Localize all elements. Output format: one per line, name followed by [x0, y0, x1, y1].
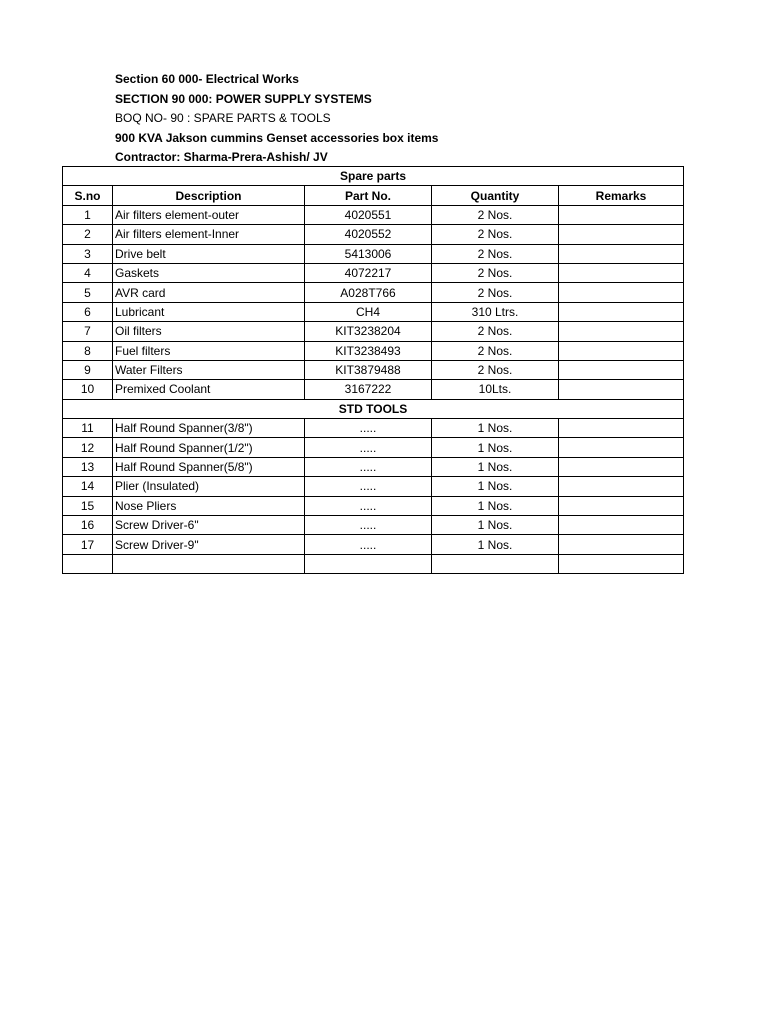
section-title: Section 60 000- Electrical Works	[115, 72, 299, 86]
cell-part-no: .....	[305, 516, 432, 535]
cell-description: Oil filters	[113, 322, 305, 341]
column-header-row	[63, 186, 684, 205]
cell-quantity: 1 Nos.	[432, 477, 559, 496]
cell-description: Water Filters	[113, 360, 305, 379]
cell-quantity: 1 Nos.	[432, 419, 559, 438]
document-header	[115, 70, 675, 168]
boq-title: BOQ NO- 90 : SPARE PARTS & TOOLS	[115, 111, 331, 125]
contractor-line: Contractor: Sharma-Prera-Ashish/ JV	[115, 150, 328, 164]
cell-sno: 8	[63, 341, 113, 360]
cell-remarks	[559, 322, 684, 341]
cell-description: AVR card	[113, 283, 305, 302]
table-row	[63, 205, 684, 224]
table-row	[63, 477, 684, 496]
cell-remarks	[559, 516, 684, 535]
cell-description: Air filters element-Inner	[113, 225, 305, 244]
table-row	[63, 341, 684, 360]
cell-remarks	[559, 283, 684, 302]
subsection-title: SECTION 90 000: POWER SUPPLY SYSTEMS	[115, 91, 372, 106]
cell-quantity: 310 Ltrs.	[432, 302, 559, 321]
cell-quantity: 2 Nos.	[432, 341, 559, 360]
cell-description: Fuel filters	[113, 341, 305, 360]
cell-remarks	[559, 244, 684, 263]
cell-sno: 15	[63, 496, 113, 515]
table-row	[63, 419, 684, 438]
spare-parts-table	[62, 166, 684, 574]
cell-part-no: KIT3879488	[305, 360, 432, 379]
genset-title: 900 KVA Jakson cummins Genset accessories box items	[115, 130, 439, 145]
cell-part-no: .....	[305, 438, 432, 457]
cell-sno: 14	[63, 477, 113, 496]
cell-description: Air filters element-outer	[113, 205, 305, 224]
cell-sno: 1	[63, 205, 113, 224]
cell-sno: 3	[63, 244, 113, 263]
cell-sno: 16	[63, 516, 113, 535]
cell-quantity: 2 Nos.	[432, 205, 559, 224]
cell-remarks	[559, 380, 684, 399]
cell-quantity: 10Lts.	[432, 380, 559, 399]
cell-sno: 7	[63, 322, 113, 341]
empty-cell	[305, 554, 432, 573]
table-row	[63, 360, 684, 379]
spare-parts-title-row	[63, 167, 684, 186]
cell-part-no: 4020551	[305, 205, 432, 224]
cell-sno: 11	[63, 419, 113, 438]
empty-table-row	[63, 554, 684, 573]
cell-description: Half Round Spanner(1/2")	[113, 438, 305, 457]
cell-part-no: CH4	[305, 302, 432, 321]
table-row	[63, 302, 684, 321]
cell-sno: 6	[63, 302, 113, 321]
cell-description: Half Round Spanner(5/8")	[113, 457, 305, 476]
cell-quantity: 2 Nos.	[432, 244, 559, 263]
cell-remarks	[559, 225, 684, 244]
cell-sno: 4	[63, 263, 113, 282]
table-row	[63, 283, 684, 302]
cell-quantity: 1 Nos.	[432, 457, 559, 476]
cell-remarks	[559, 302, 684, 321]
cell-sno: 13	[63, 457, 113, 476]
table-row	[63, 438, 684, 457]
cell-sno: 17	[63, 535, 113, 554]
cell-quantity: 2 Nos.	[432, 263, 559, 282]
cell-quantity: 2 Nos.	[432, 283, 559, 302]
std-tools-title-row	[63, 399, 684, 418]
cell-remarks	[559, 477, 684, 496]
cell-description: Nose Pliers	[113, 496, 305, 515]
cell-description: Screw Driver-6"	[113, 516, 305, 535]
cell-part-no: .....	[305, 535, 432, 554]
cell-remarks	[559, 535, 684, 554]
cell-description: Premixed Coolant	[113, 380, 305, 399]
cell-part-no: A028T766	[305, 283, 432, 302]
cell-part-no: .....	[305, 419, 432, 438]
cell-quantity: 1 Nos.	[432, 535, 559, 554]
cell-sno: 10	[63, 380, 113, 399]
col-header-remarks: Remarks	[559, 186, 684, 205]
col-header-part-no: Part No.	[305, 186, 432, 205]
col-header-quantity: Quantity	[432, 186, 559, 205]
cell-description: Drive belt	[113, 244, 305, 263]
table-row	[63, 244, 684, 263]
cell-description: Lubricant	[113, 302, 305, 321]
cell-quantity: 2 Nos.	[432, 225, 559, 244]
table-row	[63, 263, 684, 282]
cell-quantity: 2 Nos.	[432, 322, 559, 341]
empty-cell	[113, 554, 305, 573]
cell-part-no: .....	[305, 496, 432, 515]
cell-sno: 12	[63, 438, 113, 457]
cell-part-no: KIT3238204	[305, 322, 432, 341]
cell-part-no: 3167222	[305, 380, 432, 399]
std-tools-title: STD TOOLS	[63, 399, 684, 418]
cell-description: Gaskets	[113, 263, 305, 282]
cell-remarks	[559, 205, 684, 224]
table-row	[63, 535, 684, 554]
cell-remarks	[559, 341, 684, 360]
empty-cell	[63, 554, 113, 573]
cell-description: Screw Driver-9"	[113, 535, 305, 554]
cell-part-no: .....	[305, 457, 432, 476]
cell-part-no: .....	[305, 477, 432, 496]
cell-remarks	[559, 457, 684, 476]
table-row	[63, 322, 684, 341]
table-row	[63, 496, 684, 515]
col-header-description: Description	[113, 186, 305, 205]
cell-part-no: 4020552	[305, 225, 432, 244]
cell-remarks	[559, 419, 684, 438]
table-body	[63, 167, 684, 574]
cell-quantity: 1 Nos.	[432, 516, 559, 535]
cell-quantity: 1 Nos.	[432, 496, 559, 515]
cell-remarks	[559, 496, 684, 515]
table-row	[63, 380, 684, 399]
cell-remarks	[559, 263, 684, 282]
empty-cell	[559, 554, 684, 573]
table-row	[63, 516, 684, 535]
cell-remarks	[559, 360, 684, 379]
table-row	[63, 225, 684, 244]
spare-parts-title: Spare parts	[63, 167, 684, 186]
table-row	[63, 457, 684, 476]
cell-description: Plier (Insulated)	[113, 477, 305, 496]
cell-part-no: 5413006	[305, 244, 432, 263]
cell-quantity: 1 Nos.	[432, 438, 559, 457]
cell-description: Half Round Spanner(3/8")	[113, 419, 305, 438]
cell-sno: 5	[63, 283, 113, 302]
cell-sno: 9	[63, 360, 113, 379]
cell-remarks	[559, 438, 684, 457]
cell-quantity: 2 Nos.	[432, 360, 559, 379]
empty-cell	[432, 554, 559, 573]
col-header-sno: S.no	[63, 186, 113, 205]
cell-part-no: 4072217	[305, 263, 432, 282]
cell-part-no: KIT3238493	[305, 341, 432, 360]
cell-sno: 2	[63, 225, 113, 244]
